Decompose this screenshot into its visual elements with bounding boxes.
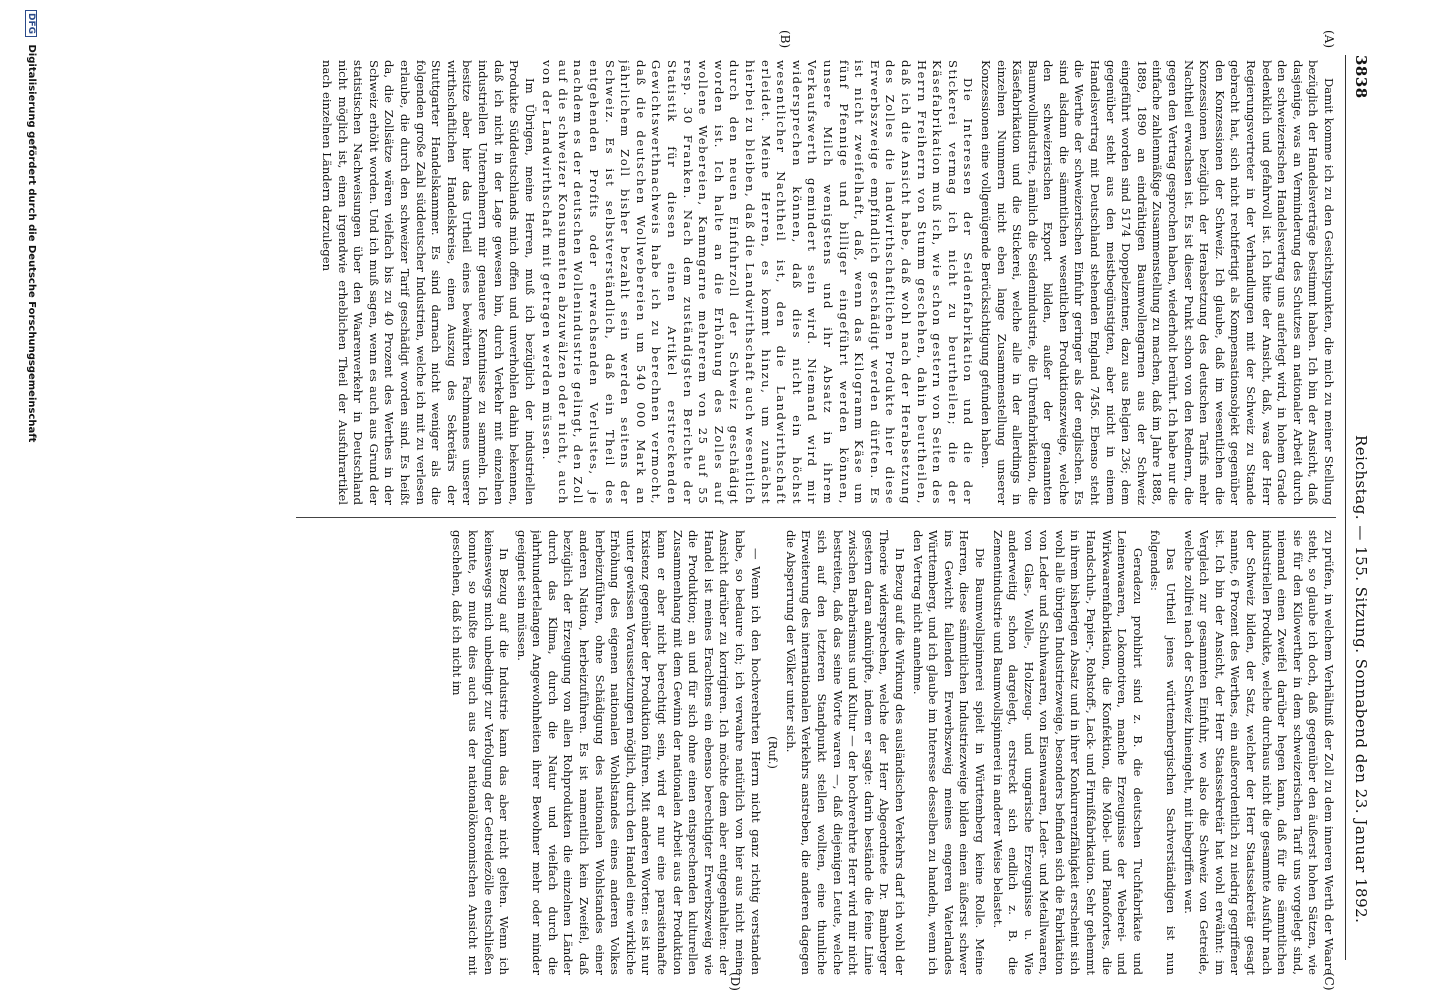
running-title: Reichstag. — 155. Sitzung. Sonnabend den 23. Januar 1892. [1352, 435, 1370, 924]
right-text-column [296, 530, 1336, 975]
page-number: 3838 [1352, 55, 1370, 99]
left-paragraph: Damit komme ich zu den Gesichtspunkten, die mich zu meiner Stellung bezüglich der Handelsverträge bestimmt haben. Ich bin der Ansicht, daß dasjenige, was an Verminderung des Schutzes an nationaler Arbeit durch den schweizerischen Handelsvertrag uns auferlegt wird, in hohem Grade bedenklich und gefahrvoll ist. Ich bitte der Ansicht, daß, was der Herr Regierungsvertreter in der Verhandlungen mit der Schweiz zu Stande gebracht hat, sich nicht rechtfertigt als Kompensationsobjekt gegenüber den Konzessionen der Schweiz. Ich glaube, daß im wesentlichen die Konzessionen bezüglich der Herabsetzung des deutschen Tarifs mehr Nachtheil erwachsen ist. Es ist dieser Punkt schon von den Rednern, die gegen den Vertrag gesprochen haben, wiederholt berührt. Ich habe nur die einfache zahlenmäßige Zusammenstellung zu machen, daß im Jahre 1888, 1889, 1890 an eindrähtigen Baumwollengarnen aus der Schweiz eingeführt worden sind 5174 Doppelzentner, dazu aus Belgien 236; dem gegenüber steht aus den meistbegünstigten, aber nicht in einem Handelsvertrag mit Deutschland stehenden England 7456. Ebenso steht die Werthe der schweizerischen Einfuhr geringer als der englischen. Es sind alsdann die sämmtlichen wesentlichen Produktionszweige, welche den schweizerischen Export bilden, außer der genannten Baumwollindustrie, nämlich die Seidenindustrie, die Uhrenfabrikation, die Käsefabrikation und die Stickerei, welche alle in der allerdings in einzelnen Nummern nicht eben lange Zusammenstellung unserer Konzessionen eine vollgenügende Berücksichtigung gefunden haben. [978, 60, 1336, 505]
right-paragraph: In Bezug auf die Wirkung des ausländischen Verkehrs darf ich wohl der Theorie widersprechen, welche der Herr Abgeordnete Dr. Bamberger gestern daran anknüpfte, indem er sagte: darin bestände die feine Linie zwischen Barbarismus und Kultur — der hochverehrte Herr wird mir nicht bestreiten, daß das seine Worte waren —, daß diejenigen Leute, welche sich auf den letzteren Standpunkt stellen wollten, eine thunliche Erweiterung des internationalen Verkehrs anstreben, die anderen dagegen die Absperrung der Völker unter sich. [783, 530, 907, 975]
margin-marker-c: (C) [1322, 972, 1336, 991]
left-text-column [296, 60, 1336, 505]
interjection: (Ruf.) [766, 736, 781, 769]
dfg-logo: DFG [25, 10, 37, 37]
credit-text: Digitalisierung gefördert durch die Deutsche Forschungsgemeinschaft [26, 44, 37, 443]
left-paragraph: Im Übrigen, meine Herren, muß ich bezüglich der industriellen Produkte Süddeutschlands mich offen und unverhohlen dahin bekennen, daß ich nicht in der Lage gewesen bin, durch Verkehr mit einzelnen industriellen Unternehmern mir genauere Kenntnisse zu sammeln. Ich besitze aber hier das Urtheil eines bewährten Fachmannes unserer wirthschaftlichen Handelskreise, einen Auszug des Sekretärs der Stuttgarter Handelskammer. Es sind darnach nicht weniger als die folgenden große Zahl süddeutscher Industrien, welche ich mit zu verlesen erlaube, die durch den schweizer Tarif geschädigt worden sind. Es heißt da, die Zollsätze wären vielfach bis zu 40 Prozent des Werthes in der Schweiz erhöht worden. Und ich muß sagen, wenn es auch aus Grund der statistischen Nachweisungen über den Waarenverkehr in Deutschland nicht möglich ist, einen irgendwie erheblichen Theil der Ausfuhrartikel nach einzelnen Ländern darzulegen [320, 60, 537, 505]
right-quote-paragraph: Geradezu prohibirt sind z. B. die deutschen Tuchfabrikate und Leinenwaaren, Lokomotiven, manche Erzeugnisse der Weberei- und Wirkwaarenfabrikation, die Konfektion, die Möbel- und Pianofortes, die Handschuh-, Papier-, Rohstoff-, Lack- und Firnißfabrikation. Sehr gehemmt in ihrem bisherigen Absatz und in ihrer Konkurrenzfähigkeit erscheint sich wohl alle übrigen Industriezweige, besonders befinden sich die Fabrikation von Leder und Schuhwaaren, von Eisenwaaren, Leder- und Metallwaaren, von Glas-, Wolle-, Holzzeug- und ungarische Erzeugnisse u. Wie anderweitig schon dargelegt, erstreckt sich endlich z. B. die Zementindustrie und Baumwollspinnerei in anderer Weise belastet. [990, 530, 1145, 975]
margin-marker-a: (A) [1322, 30, 1336, 49]
right-paragraph: Das Urtheil jenes württembergischen Sachverständigen ist nun folgendes: [1148, 530, 1179, 975]
header-rule [1345, 55, 1346, 960]
right-paragraph: zu prüfen, in welchem Verhältniß der Zoll zu dem inneren Werth der Waare steht, so glaube ich doch, daß gegenüber den äußerst hohen Sätzen, wie sie für den Kilowerther in dem schweizerischen Tarif uns vorgelegt sind, niemand einen Zweifel darüber hegen kann, daß für die sämmtlichen industriellen Produkte, welche durchaus nicht die gesammte Ausfuhr nach der Schweiz bilden, der Satz, welcher der Herr Staatssekretär gesagt nannte, 6 Prozent des Werthes, ein außerordentlich zu niedrig gegriffener ist. Ich bin der Ansicht, der Herr Staatssekretär hat wohl erwähnt: im Vergleich zur gesammten Einfuhr, wo also die Schweiz von Getreide, welche zollfrei nach der Schweiz hineingeht, mit inbegriffen war. [1181, 530, 1336, 975]
left-paragraph: Die Interessen der Seidenfabrikation und die der Stickerei vermag ich nicht zu beurtheilen; die der Käsefabrikation muß ich, wie schon gestern von Seiten des Herrn Freiherrn von Stumm geschehen, dahin beurtheilen, daß ich die Ansicht habe, daß wohl nach der Herabsetzung des Zolles die landwirthschaftlichen Produkte hier diese Erwerbszweige empfindlich geschädigt werden dürften. Es ist nicht zweifelhaft, daß, wenn das Kilogramm Käse um fünf Pfennige und billiger eingeführt werden können, unsere Milch wenigstens und ihr Absatz in ihrem Verkaufswerth gemindert sein wird. Niemand wird mir widersprechen können, daß dies nicht ein höchst wesentlicher Nachtheil ist, den die Landwirthschaft erleidet. Meine Herren, es kommt hinzu, um zunächst hierbei zu bleiben, daß die Landwirthschaft auch wesentlich durch den neuen Einfuhrzoll der Schweiz geschädigt worden ist. Ich halte an die Erhöhung des Zolles auf wollene Webereien, Kammgarne mehrerem von 25 auf 55 resp. 30 Franken. Nach dem zuständigsten Berichte der Statistik für diesen einen Artikel erstreckenden Gewichtswerthnachweis habe ich zu berechnen vermocht, daß die deutschen Wollwebereien um 540 000 Mark an jährlichem Zoll bisher bezahlt sein werden seitens der Schweiz. Es ist selbstverständlich, daß ein Theil des entgehenden Profits oder erwachsenden Verlustes, je nachdem es der deutschen Wollenindustrie gelingt, den Zoll auf die schweizer Konsumenten abzuwälzen oder nicht, auch von der Landwirthschaft mit getragen werden müssen. [540, 60, 976, 505]
right-paragraph: — Wenn ich den hochverehrten Herrn nicht ganz richtig verstanden habe, so bedaure ich; ich verwahre natürlich von hier aus nicht meine Ansicht darüber zu korrigiren. Ich möchte dem aber entgegenhalten: der Handel ist meines Erachtens ein ebenso berechtigter Erwerbszweig wie die Produktion; an und für sich ohne einen entsprechenden kulturellen Zusammenhang mit dem Gewinn der nationalen Arbeit aus der Produktion kann er aber nicht berechtigt sein, wird er nur eine parasitenhafte Existenz gegenüber der Produktion führen. Mit anderen Worten: es ist nur unter gewissen Voraussetzungen möglich, durch den Handel eine wirkliche Erhöhung des eigenen nationalen Wohlstandes eines anderen Volkes herbeizuführen, ohne Schädigung des nationalen Wohlstandes einer anderen Nation, herbeizuführen. Es ist namentlich kein Zweifel, daß bezüglich der Erzeugung von allen Rohprodukten die einzelnen Länder durch das Klima, durch die Natur und vielfach durch die jahrhundertelangen Angewohnheiten ihrer Bewohner mehr oder minder geeignet sein müssen. [514, 530, 763, 975]
right-paragraph: Die Baumwollspinnerei spielt in Württemberg keine Rolle. Meine Herren, diese sämmtlichen Industriezweige bilden einen äußerst schwer ins Gewicht fallenden Erwerbszweig meines engeren Vaterlandes Württemberg, und ich glaube im Interesse desselben zu handeln, wenn ich den Vertrag nicht annehme. [910, 530, 987, 975]
digitization-credit [15, 10, 37, 1000]
margin-marker-b: (B) [778, 30, 792, 49]
page-header [1348, 55, 1370, 960]
column-divider [296, 517, 1336, 518]
right-paragraph: In Bezug auf die Industrie kann das aber nicht gelten. Wenn ich keineswegs mich unbedingt zur Verfolgung der Getreidezölle entschließen konnte, so mußte dies auch aus der nationalökonomischen Ansicht mit geschehen, daß ich nicht im [450, 530, 512, 975]
margin-marker-d: (D) [728, 972, 742, 991]
